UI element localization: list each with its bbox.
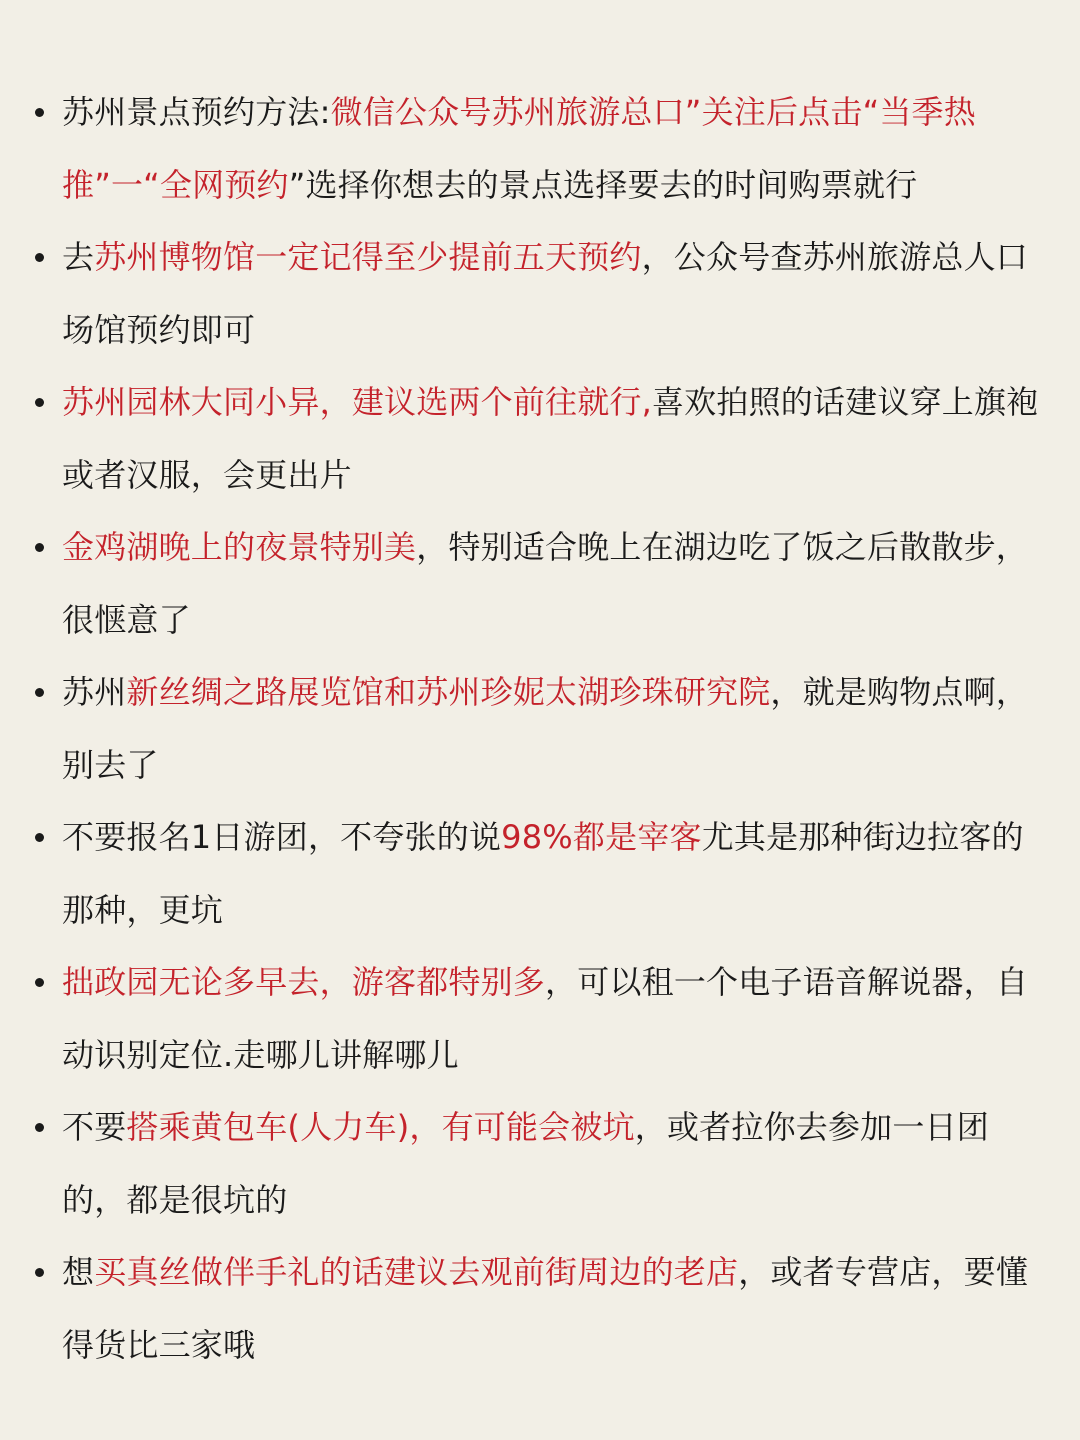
tip-text (62, 383, 1038, 494)
tip-text (62, 528, 1028, 639)
tip-item (0, 656, 1080, 801)
tip-highlight: 买真丝做伴手礼的话建议去观前街周边的老店 (94, 1253, 739, 1291)
tip-text (62, 238, 1028, 349)
bullet-dot-icon (35, 108, 44, 117)
tip-segment: 苏州 (62, 673, 127, 711)
tip-text (62, 93, 976, 204)
tip-segment: ，或者专营店，要懂得货比三家哦 (62, 1253, 1029, 1364)
tips-list (0, 76, 1080, 1381)
tip-item (0, 1091, 1080, 1236)
tip-text (62, 1108, 989, 1219)
tip-segment: ，或者拉你去参加一日团的，都是很坑的 (62, 1108, 989, 1219)
tip-segment: 喜欢拍照的话建议穿上旗袍或者汉服，会更出片 (62, 383, 1039, 494)
tip-segment: ，就是购物点啊，别去了 (62, 673, 1029, 784)
bullet-dot-icon (35, 543, 44, 552)
bullet-dot-icon (35, 978, 44, 987)
tip-segment: 去 (62, 238, 95, 276)
tip-item (0, 366, 1080, 511)
bullet-dot-icon (35, 1123, 44, 1132)
tip-segment: 想 (62, 1253, 95, 1291)
tip-highlight: 98%都是宰客 (501, 818, 702, 856)
tip-segment: 不要 (62, 1108, 127, 1146)
bullet-dot-icon (35, 253, 44, 262)
tip-segment: ”选择你想去的景点选择要去的时间购票就行 (288, 165, 918, 204)
tip-highlight: 拙政园无论多早去，游客都特别多 (62, 963, 546, 1001)
bullet-dot-icon (35, 398, 44, 407)
tip-highlight: 搭乘黄包车(人力车)，有可能会被坑 (126, 1108, 635, 1146)
tip-highlight: 苏州园林大同小异，建议选两个前往就行, (62, 383, 652, 421)
tip-segment: ，公众号查苏州旅游总人口场馆预约即可 (62, 238, 1029, 349)
tip-item (0, 1236, 1080, 1381)
tip-segment: 不要报名1日游团，不夸张的说 (62, 818, 502, 856)
tip-segment: ，特别适合晚上在湖边吃了饭之后散散步，很惬意了 (62, 528, 1029, 639)
tip-item (0, 946, 1080, 1091)
tip-text (62, 818, 1024, 929)
tip-text (62, 963, 1028, 1074)
tip-item (0, 221, 1080, 366)
tip-item (0, 76, 1080, 221)
tip-item (0, 511, 1080, 656)
bullet-dot-icon (35, 1268, 44, 1277)
tip-item (0, 801, 1080, 946)
bullet-dot-icon (35, 688, 44, 697)
tip-text (62, 1253, 1028, 1364)
tip-segment: 苏州景点预约方法: (62, 93, 331, 131)
tip-highlight: 苏州博物馆一定记得至少提前五天预约 (94, 238, 642, 276)
bullet-dot-icon (35, 833, 44, 842)
tip-highlight: 金鸡湖晚上的夜景特别美 (62, 528, 417, 566)
tip-segment: ，可以租一个电子语音解说器，自动识别定位.走哪儿讲解哪儿 (62, 963, 1029, 1074)
tip-highlight: 新丝绸之路展览馆和苏州珍妮太湖珍珠研究院 (126, 673, 771, 711)
tip-text (62, 673, 1028, 784)
tip-highlight: 微信公众号苏州旅游总口”关注后点击“当季热推”一“全网预约 (62, 93, 976, 204)
tip-segment: 尤其是那种街边拉客的那种，更坑 (62, 818, 1024, 929)
